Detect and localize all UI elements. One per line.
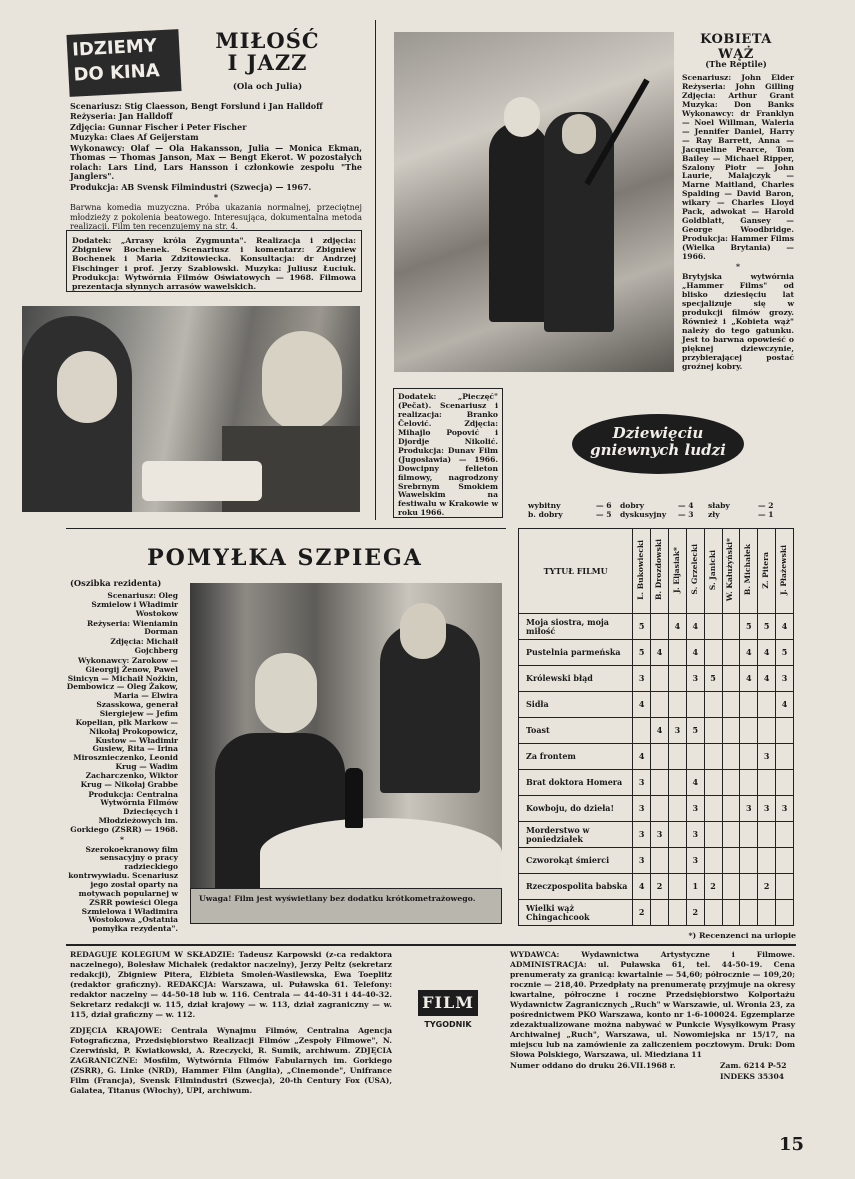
score-cell: 3 [740,796,758,822]
score-cell [722,822,740,848]
score-cell: 4 [633,744,651,770]
score-cell: 3 [633,822,651,848]
score-cell: 4 [740,666,758,692]
score-cell [740,770,758,796]
score-cell: 2 [686,900,704,926]
ratings-row [519,770,794,796]
score-cell [722,666,740,692]
page-number: 15 [778,1134,804,1155]
critic-header: W. Kałużyński* [722,529,740,614]
score-cell [668,666,686,692]
score-cell: 5 [686,718,704,744]
score-cell [686,744,704,770]
film2-subtitle: (The Reptile) [705,59,767,69]
score-cell: 3 [758,744,776,770]
film-title-cell: Za frontem [519,744,633,770]
ratings-row [519,692,794,718]
score-cell: 3 [633,770,651,796]
score-cell [722,848,740,874]
ratings-row [519,848,794,874]
score-cell: 3 [633,666,651,692]
score-cell: 3 [651,822,669,848]
column-divider [375,20,376,520]
score-cell [651,666,669,692]
ratings-row [519,874,794,900]
score-cell [668,874,686,900]
score-cell: 3 [686,796,704,822]
critic-header: B. Michałek [740,529,758,614]
score-cell: 4 [758,666,776,692]
score-cell: 4 [740,640,758,666]
badge-line1: IDZIEMY [71,35,158,61]
score-cell: 2 [704,874,722,900]
score-cell [651,900,669,926]
score-cell [722,796,740,822]
score-cell: 5 [740,614,758,640]
film-title-cell: Pustelnia parmeńska [519,640,633,666]
film3-title: POMYŁKA SZPIEGA [147,545,423,571]
ratings-row [519,718,794,744]
score-cell [776,744,794,770]
score-cell [758,900,776,926]
score-cell [758,770,776,796]
critic-header: S. Janicki [704,529,722,614]
film1-title: MIŁOŚĆ I JAZZ [215,28,320,76]
score-cell [668,848,686,874]
score-cell [722,718,740,744]
score-cell [722,744,740,770]
score-cell: 4 [758,640,776,666]
film-title-cell: Królewski błąd [519,666,633,692]
addition2-box: Dodatek: „Pieczęć" (Pečat). Scenariusz i realizacja: Branko Čelović. Zdjęcia: Mihajlo Popović i Djordje Nikolić. Produkcja: Dunav Film (Jugosławia) — 1966. Dowcipny felieton filmowy, nagrodzony Srebrnym Smokiem Wawelskim na festiwalu w Krakowie w roku 1966. [393,388,503,518]
score-cell [704,744,722,770]
score-cell: 3 [758,796,776,822]
score-cell [651,848,669,874]
score-cell [704,770,722,796]
critic-header: J. Płażewski [776,529,794,614]
ratings-header-row [519,529,794,614]
score-cell [668,900,686,926]
score-cell [668,744,686,770]
score-cell [776,770,794,796]
score-cell [668,640,686,666]
score-cell [740,822,758,848]
film1-addition-box: Dodatek: „Arrasy króla Zygmunta". Realizacja i zdjęcia: Zbigniew Bochenek. Scenariusz i komentarz: Zbigniew Bochenek i Maria Zdzitowiecka. Konsultacja: dr Andrzej Fischinger i prof. Jerzy Szablowski. Muzyka: Juliusz Łuciuk. Produkcja: Wytwórnia Filmów Oświatowych — 1968. Filmowa prezentacja słynnych arrasów wawelskich. [66,230,362,292]
critic-header: B. Drozdowski [651,529,669,614]
score-cell: 3 [776,666,794,692]
score-cell [686,692,704,718]
score-cell [740,900,758,926]
score-cell [704,900,722,926]
film3-subtitle: (Oszibka rezidenta) [70,578,162,588]
score-cell: 4 [651,718,669,744]
film-title-cell: Moja siostra, moja miłość [519,614,633,640]
score-cell: 4 [686,640,704,666]
film-title-cell: Wielki wąż Chingachcook [519,900,633,926]
score-cell: 2 [758,874,776,900]
score-cell [776,874,794,900]
film-title-cell: Sidła [519,692,633,718]
score-cell [722,640,740,666]
score-cell [704,692,722,718]
film3-still-photo [190,583,502,888]
score-cell [740,848,758,874]
score-cell: 5 [758,614,776,640]
score-cell: 3 [686,848,704,874]
score-cell: 2 [633,900,651,926]
score-cell [668,822,686,848]
score-cell [776,900,794,926]
score-cell: 4 [776,614,794,640]
ratings-row [519,796,794,822]
score-cell: 3 [776,796,794,822]
film2-credits: Scenariusz: John Elder Reżyseria: John Gilling Zdjęcia: Arthur Grant Muzyka: Don Banks Wykonawcy: dr Franklyn — Noel Willman, Waleria — Jennifer Daniel, Harry — Ray Barrett, Anna — Jacqueline Pearce, Tom Bailey — Michael Ripper, Szalony Piotr — John Laurie, Malajczyk — Marne Maitland, Charles Spalding — David Baron, wikary — Charles Lloyd Pack, adwokat — Harold Goldblatt, Gansey — George Woodbridge. Produkcja: Hammer Films (Wielka Brytania) — 1966. * Brytyjska wytwórnia „Hammer Films" od blisko dziesięciu lat specjalizuje się w produkcji filmów grozy. Również i „Kobieta wąż" należy do tego gatunku. Jest to barwna opowieść o pięknej dziewczynie, przybierającej postać groźnej kobry. [682,73,794,371]
score-cell [704,640,722,666]
critic-header: S. Grzelecki [686,529,704,614]
ratings-row [519,666,794,692]
ratings-logo: Dziewięciu gniewnych ludzi [572,414,744,474]
score-cell [651,770,669,796]
film-title-cell: Czworokąt śmierci [519,848,633,874]
score-cell: 4 [651,640,669,666]
score-cell [740,718,758,744]
critic-header: J. Eljasiak* [668,529,686,614]
ratings-col-header: TYTUŁ FILMU [519,529,633,614]
score-cell: 4 [633,692,651,718]
score-cell [722,900,740,926]
score-cell [740,744,758,770]
film1-credits: Scenariusz: Stig Claesson, Bengt Forslund i Jan Halldoff Reżyseria: Jan Halldoff Zdjęcia: Gunnar Fischer i Peter Fischer Muzyka: Claes Af Geijerstam Wykonawcy: Olaf — Ola Hakansson, Julia — Monica Ekman, Thomas — Thomas Janson, Max — Bengt Ekerot. W pozostałych rolach: Lars Lind, Lars Hansson i członkowie zespołu "The Janglers". Produkcja: AB Svensk Filmindustri (Szwecja) — 1967. * Barwna komedia muzyczna. Próba ukazania normalnej, przeciętnej młodzieży z pokolenia beatowego. Interesująca, dokumentalna metoda realizacji. Film ten recenzujemy na str. 4. [70,101,362,232]
score-cell: 3 [686,822,704,848]
film2-still-photo [394,32,674,372]
badge-line2: DO KINA [73,60,161,86]
score-cell: 5 [704,666,722,692]
score-cell [651,614,669,640]
ratings-row [519,822,794,848]
score-cell: 2 [651,874,669,900]
film3-credits: Scenariusz: Oleg Szmielow i Władimir Wostokow Reżyseria: Wieniamin Dorman Zdjęcia: Michaił Gojchberg Wykonawcy: Zarokow — Gieorgij Żenow, Pawel Sinicyn — Michaił Nożkin, Dembowicz — Oleg Żakow, Maria — Elwira Szasskowa, generał Siergiejew — Jefim Kopelian, płk Markow — Nikołaj Prokopowicz, Kustow — Władimir Gusiew, Rita — Irina Mirosznieczenko, Leonid Krug — Wadim Zacharczenko, Wiktor Krug — Nikołaj Grabbe Produkcja: Centralna Wytwórnia Filmów Dziecięcych i Młodzieżowych im. Gorkiego (ZSRR) — 1968. * Szerokoekranowy film sensacyjny o pracy radzieckiego kontrwywiadu. Scenariusz jego został oparty na motywach popularnej w ZSRR powieści Olega Szmielowa i Władimira Wostokowa „Ostatnia pomyłka rezydenta". [66,591,178,934]
film-title-cell: Brat doktora Homera [519,770,633,796]
score-cell: 5 [633,640,651,666]
section-badge [66,29,181,97]
score-cell: 3 [633,796,651,822]
score-cell: 1 [686,874,704,900]
film1-subtitle: (Ola och Julia) [232,82,303,92]
ratings-row [519,744,794,770]
score-cell: 5 [633,614,651,640]
critic-header: Z. Pitera [758,529,776,614]
score-cell: 3 [668,718,686,744]
score-cell [758,848,776,874]
score-cell [776,848,794,874]
score-cell [633,718,651,744]
score-cell [651,692,669,718]
score-cell [758,692,776,718]
score-cell [776,822,794,848]
score-cell [758,822,776,848]
score-cell [668,692,686,718]
footer-editorial: REDAGUJE KOLEGIUM W SKŁADZIE: Tadeusz Karpowski (z-ca redaktora naczelnego), Bolesław Michałek (redaktor naczelny), Jerzy Peltz (sekretarz redakcji), Zbigniew Pitera, Elżbieta Smoleń-Wasilewska, Ewa Toeplitz (redaktor graficzny). REDAKCJA: Warszawa, ul. Puławska 61. Telefony: redaktor naczelny — 44-50-18 lub w. 116. Centrala — 44-40-31 i 44-40-32. Sekretarz redakcji w. 115, dział krajowy — w. 113, dział zagraniczny — w. 115, dział graficzny — w. 112. ZDJĘCIA KRAJOWE: Centrala Wynajmu Filmów, Centralna Agencja Fotograficzna, Przedsiębiorstwo Realizacji Filmów „Zespoły Filmowe", N. Czerwiński, P. Kwiatkowski, A. Rzeczycki, R. Sumik, archiwum. ZDJĘCIA ZAGRANICZNE: Mosfilm, Wytwórnia Filmów Fabularnych im. Gorkiego (ZSRR), G. Linke (NRD), Hammer Film (Anglia), „Cinemonde", Unifrance Film (Francja), Svensk Filmindustri (Szwecja), 20-th Century Fox (USA), Galatea, Titanus (Włochy), UPI, archiwum. [70,950,392,1096]
film2-title: KOBIETA WĄŻ [700,32,772,63]
score-cell [704,822,722,848]
film-title-cell: Kowboju, do dzieła! [519,796,633,822]
score-cell [758,718,776,744]
ratings-row [519,900,794,926]
ratings-footnote: *) Recenzenci na urlopie [688,931,796,940]
score-cell [651,796,669,822]
critic-header: L. Bukowiecki [633,529,651,614]
film-title-cell: Morderstwo w poniedziałek [519,822,633,848]
footer-top-rule [66,944,796,946]
score-cell [776,718,794,744]
score-cell [704,796,722,822]
score-cell [722,614,740,640]
film-title-cell: Rzeczpospolita babska [519,874,633,900]
score-cell: 4 [686,614,704,640]
score-cell: 3 [633,848,651,874]
score-cell [668,796,686,822]
film-title-cell: Toast [519,718,633,744]
score-cell [722,874,740,900]
footer-publisher: WYDAWCA: Wydawnictwa Artystyczne i Filmowe. ADMINISTRACJA: ul. Puławska 61, tel. 44-50-19. Cena prenumeraty za granicą: kwartalnie — 54,60; półrocznie — 109,20; rocznie — 218,40. Przedpłaty na prenumeratę przyjmuje na okresy kwartalne, półroczne i roczne Przedsiębiorstwo Kolportażu Wydawnictw Zagranicznych „Ruch" w Warszawie, ul. Wronia 23, za pośrednictwem PKO Warszawa, konto nr 1-6-100024. Egzemplarze zdezaktualizowane można nabywać w Punkcie Wysyłkowym Prasy Archiwalnej „Ruch", Warszawa, ul. Nowomiejska nr 15/17, na miejscu lub na zamówienie za zaliczeniem pocztowym. Druk: Dom Słowa Polskiego, Warszawa, ul. Miedziana 11 Numer oddano do druku 26.VII.1968 r. Zam. 6214 P-52 INDEKS 35304 [510,950,795,1082]
score-cell: 4 [776,692,794,718]
ratings-table [518,528,794,926]
score-cell: 4 [686,770,704,796]
score-cell [704,848,722,874]
score-cell: 4 [633,874,651,900]
film-logo: FILM [418,990,478,1016]
ratings-row [519,640,794,666]
score-cell [740,874,758,900]
score-cell: 4 [668,614,686,640]
score-cell [740,692,758,718]
score-cell: 3 [686,666,704,692]
score-cell [704,614,722,640]
ratings-row [519,614,794,640]
film3-notice: Uwaga! Film jest wyświetlany bez dodatku krótkometrażowego. [190,888,502,924]
score-cell [668,770,686,796]
film1-still-photo [22,306,360,512]
score-cell [651,744,669,770]
score-cell: 5 [776,640,794,666]
film-logo-subtitle: TYGODNIK [424,1020,472,1029]
score-cell [722,692,740,718]
score-cell [722,770,740,796]
section-divider [66,528,506,529]
score-cell [704,718,722,744]
